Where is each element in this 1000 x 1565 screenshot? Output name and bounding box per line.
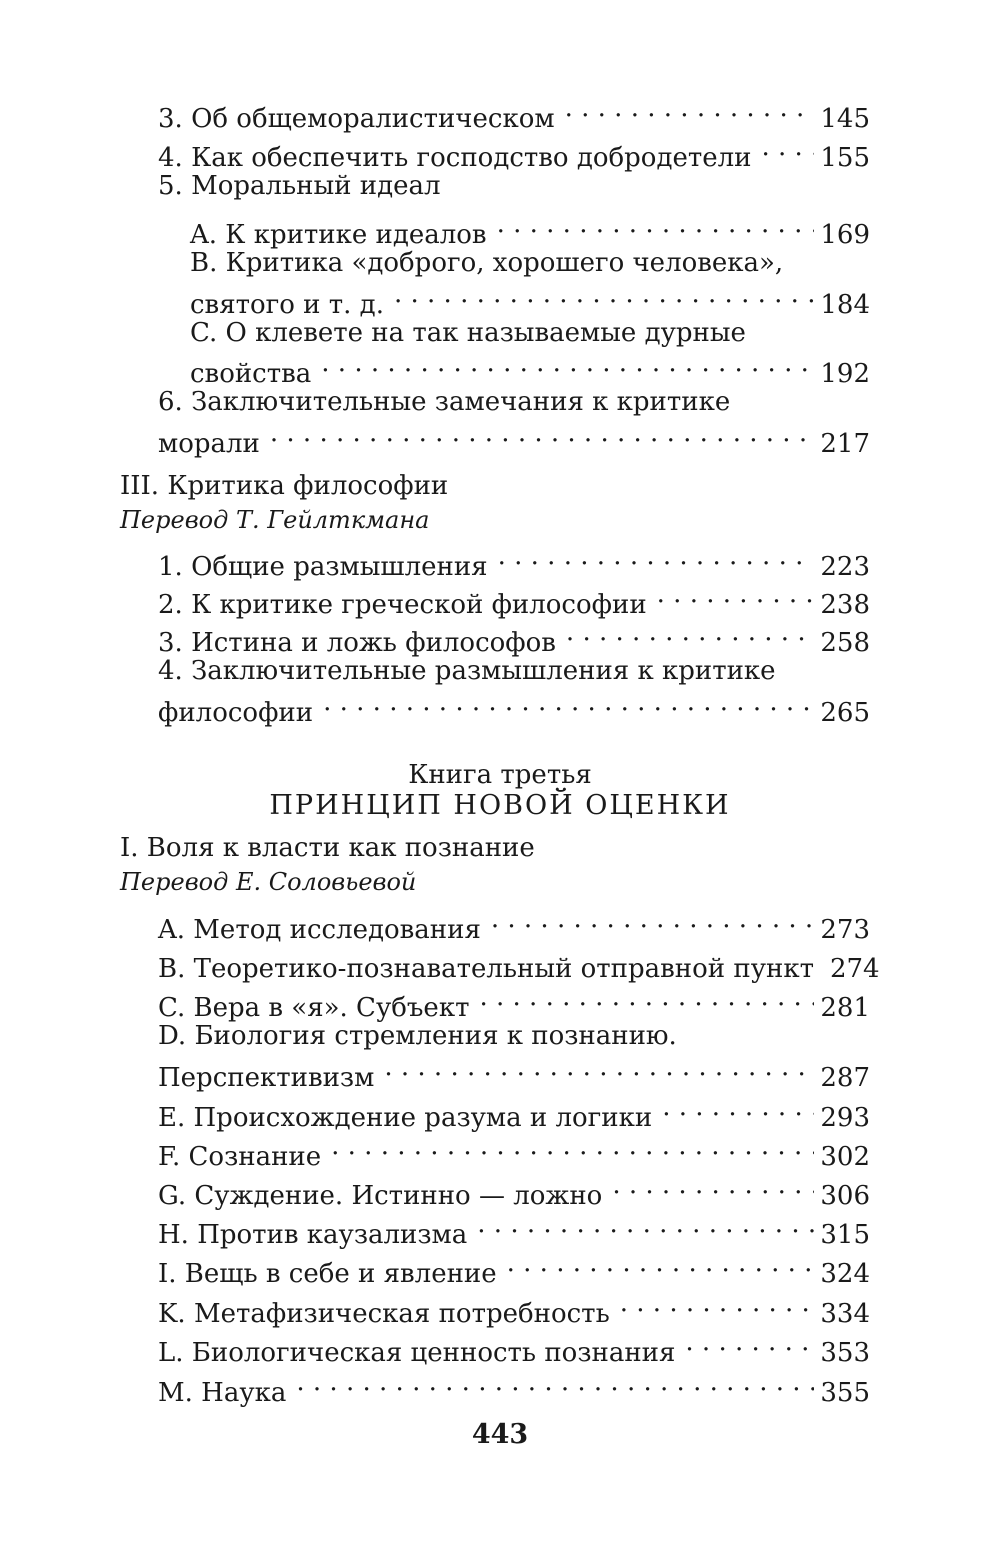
- dot-leader: [498, 537, 815, 575]
- dot-leader: [394, 275, 814, 313]
- toc-entry[interactable]: философии . . . 265: [158, 683, 870, 721]
- dot-leader: [566, 613, 814, 651]
- toc-entry[interactable]: 3. Об общеморалистическом . . . 145: [158, 89, 870, 127]
- toc-entry[interactable]: 1. Общие размышления . . . 223: [158, 537, 870, 575]
- dot-leader: [657, 575, 815, 613]
- toc-entry[interactable]: 4. Как обеспечить господство добродетели . . . 155: [158, 128, 870, 166]
- page-number: 353: [820, 1338, 870, 1368]
- page-number: 315: [820, 1220, 870, 1250]
- dot-leader: [296, 1363, 814, 1401]
- section-title: I. Воля к власти как познание: [120, 833, 535, 863]
- dot-leader: [477, 1205, 814, 1243]
- page-number: 273: [820, 915, 870, 945]
- page-number: 217: [820, 429, 870, 459]
- page-number: 145: [820, 104, 870, 134]
- section-title: III. Критика философии: [120, 471, 449, 501]
- page-number: 324: [820, 1259, 870, 1289]
- dot-leader: [565, 89, 815, 127]
- page-number: 293: [820, 1103, 870, 1133]
- toc-entry[interactable]: C. Вера в «я». Субъект . . . 281: [158, 978, 870, 1016]
- dot-leader: [479, 978, 814, 1016]
- toc-entry[interactable]: F. Сознание . . . 302: [158, 1127, 870, 1165]
- page-number: 155: [820, 143, 870, 173]
- dot-leader: [331, 1127, 814, 1165]
- dot-leader: [323, 683, 814, 721]
- toc-entry[interactable]: свойства . . . 192: [190, 344, 870, 382]
- toc-entry-line1: 6. Заключительные замечания к критике: [158, 387, 731, 417]
- toc-entry[interactable]: K. Метафизическая потребность . . . 334: [158, 1284, 870, 1322]
- book-label: Книга третья: [408, 760, 592, 790]
- dot-leader: [270, 414, 814, 452]
- toc-entry[interactable]: M. Наука . . . 355: [158, 1363, 870, 1401]
- page-number: 192: [820, 359, 870, 389]
- toc-entry[interactable]: G. Суждение. Истинно — ложно . . . 306: [158, 1166, 870, 1204]
- toc-entry-line1: B. Критика «доброго, хорошего человека»,: [190, 248, 784, 278]
- toc-entry[interactable]: E. Происхождение разума и логики . . . 293: [158, 1088, 870, 1126]
- page-folio: 443: [471, 1419, 529, 1450]
- page-number: 334: [820, 1299, 870, 1329]
- page-number: 355: [820, 1378, 870, 1408]
- toc-entry[interactable]: святого и т. д. . . . 184: [190, 275, 870, 313]
- toc-entry-line1: C. О клевете на так называемые дурные: [190, 318, 746, 348]
- dot-leader: [761, 128, 814, 166]
- toc-subheading: 5. Моральный идеал: [158, 171, 441, 201]
- dot-leader: [491, 900, 815, 938]
- page-number: 258: [820, 628, 870, 658]
- page-number: 306: [820, 1181, 870, 1211]
- toc-entry[interactable]: H. Против каузализма . . . 315: [158, 1205, 870, 1243]
- toc-entry[interactable]: B. Теоретико-познавательный отправной пункт 274: [158, 939, 870, 977]
- dot-leader: [497, 205, 815, 243]
- page-number: 223: [820, 552, 870, 582]
- toc-entry-line1: D. Биология стремления к познанию.: [158, 1021, 677, 1051]
- toc-entry[interactable]: Перспективизм . . . 287: [158, 1048, 870, 1086]
- page-number: 281: [820, 993, 870, 1023]
- page-number: 287: [820, 1063, 870, 1093]
- dot-leader: [384, 1048, 814, 1086]
- page-number: 302: [820, 1142, 870, 1172]
- dot-leader: [685, 1323, 814, 1361]
- page-number: 265: [820, 698, 870, 728]
- page-number: 184: [820, 290, 870, 320]
- toc-entry[interactable]: A. К критике идеалов . . . 169: [190, 205, 870, 243]
- dot-leader: [507, 1244, 815, 1282]
- dot-leader: [321, 344, 814, 382]
- toc-entry-line1: 4. Заключительные размышления к критике: [158, 656, 776, 686]
- book-title: ПРИНЦИП НОВОЙ ОЦЕНКИ: [269, 790, 731, 821]
- dot-leader: [620, 1284, 815, 1322]
- page-number: 238: [820, 590, 870, 620]
- toc-entry[interactable]: A. Метод исследования . . . 273: [158, 900, 870, 938]
- toc-entry[interactable]: 3. Истина и ложь философов . . . 258: [158, 613, 870, 651]
- translator-credit: Перевод Т. Гейлткмана: [120, 506, 430, 534]
- dot-leader: [612, 1166, 814, 1204]
- toc-entry[interactable]: 2. К критике греческой философии . . . 238: [158, 575, 870, 613]
- toc-entry[interactable]: морали . . . 217: [158, 414, 870, 452]
- dot-leader: [662, 1088, 814, 1126]
- toc-entry[interactable]: L. Биологическая ценность познания . . . 353: [158, 1323, 870, 1361]
- translator-credit: Перевод Е. Соловьевой: [120, 868, 417, 896]
- page-number: 169: [820, 220, 870, 250]
- toc-entry[interactable]: I. Вещь в себе и явление . . . 324: [158, 1244, 870, 1282]
- page-number: 274: [829, 954, 880, 984]
